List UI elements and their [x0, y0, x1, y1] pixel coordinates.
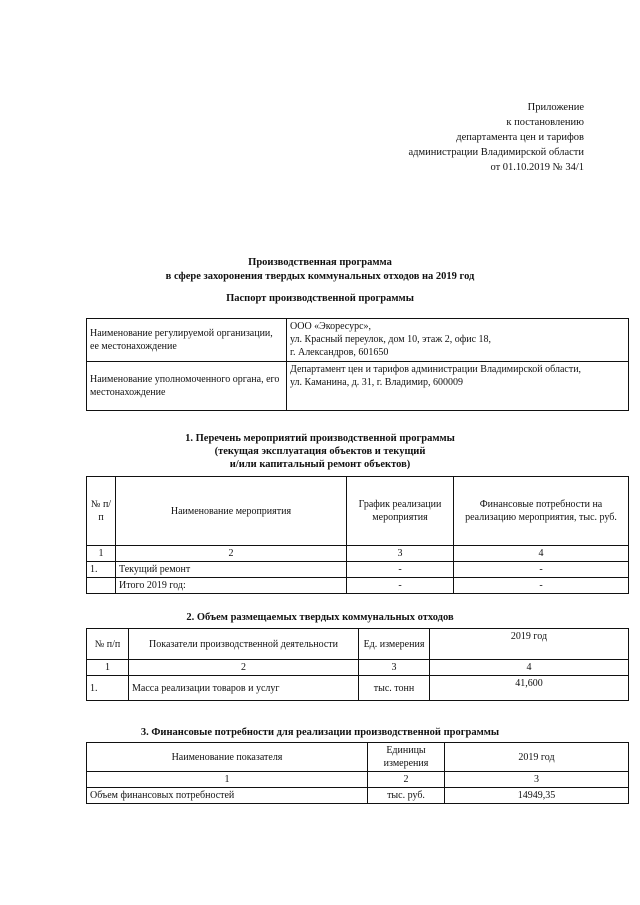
program-title-line2: в сфере захоронения твердых коммунальных отходов на 2019 год	[165, 271, 475, 282]
col-header-name: Наименование показателя	[87, 743, 368, 772]
section2-title: 2. Объем размещаемых твердых коммунальных отходов	[186, 612, 454, 623]
events-table	[86, 476, 629, 594]
appendix-line: к постановлению	[506, 117, 584, 128]
passport-title: Паспорт производственной программы	[226, 293, 414, 304]
col-header-unit: Единицы измерения	[368, 743, 445, 772]
col-header-schedule: График реализации мероприятия	[347, 477, 454, 546]
total-finance: -	[454, 578, 629, 594]
table-header-row	[87, 477, 629, 546]
indicator-unit: тыс. тонн	[359, 676, 430, 701]
finance-indicator-unit: тыс. руб.	[368, 788, 445, 804]
table-row	[87, 546, 629, 562]
program-title-line1: Производственная программа	[248, 257, 392, 268]
column-number: 2	[116, 546, 347, 562]
column-number: 1	[87, 772, 368, 788]
row-number: 1.	[87, 676, 129, 701]
table-row	[87, 676, 629, 701]
table-row	[87, 362, 629, 411]
appendix-block	[409, 100, 584, 175]
passport-value-line: ООО «Экоресурс»,	[290, 321, 372, 332]
row-number: 1.	[87, 562, 116, 578]
passport-label: Наименование регулируемой организации, ее местонахождение	[87, 319, 287, 362]
table-row	[87, 562, 629, 578]
column-number: 3	[359, 660, 430, 676]
passport-table	[86, 318, 629, 411]
passport-value-line: Департамент цен и тарифов администрации Владимирской области,	[290, 364, 582, 375]
finance-indicator-value: 14949,35	[445, 788, 629, 804]
passport-value-line: ул. Каманина, д. 31, г. Владимир, 600009	[290, 377, 463, 388]
table-row	[87, 660, 629, 676]
column-number: 3	[347, 546, 454, 562]
column-number: 4	[454, 546, 629, 562]
table-row	[87, 319, 629, 362]
appendix-line: администрации Владимирской области	[408, 147, 584, 158]
passport-value-line: г. Александров, 601650	[290, 347, 389, 358]
table-row	[87, 772, 629, 788]
section1-title-line: (текущая эксплуатация объектов и текущий	[214, 446, 426, 457]
appendix-line: Приложение	[527, 102, 584, 113]
empty-cell	[87, 578, 116, 594]
column-number: 2	[368, 772, 445, 788]
finance-indicator-name: Объем финансовых потребностей	[87, 788, 368, 804]
section1-title-line: 1. Перечень мероприятий производственной программы	[185, 433, 455, 444]
column-number: 1	[87, 546, 116, 562]
column-number: 4	[430, 660, 629, 676]
passport-value	[287, 362, 629, 411]
event-finance: -	[454, 562, 629, 578]
passport-value	[287, 319, 629, 362]
col-header-num: № п/п	[87, 629, 129, 660]
col-header-finance: Финансовые потребности на реализацию мероприятия, тыс. руб.	[454, 477, 629, 546]
event-name: Текущий ремонт	[116, 562, 347, 578]
appendix-line: департамента цен и тарифов	[456, 132, 584, 143]
table-header-row	[87, 743, 629, 772]
program-title	[0, 256, 640, 284]
col-header-unit: Ед. измерения	[359, 629, 430, 660]
table-row	[87, 788, 629, 804]
section1-title-line: и/или капитальный ремонт объектов)	[229, 459, 411, 470]
indicator-value: 41,600	[430, 676, 629, 701]
column-number: 2	[129, 660, 359, 676]
total-schedule: -	[347, 578, 454, 594]
appendix-line: от 01.10.2019 № 34/1	[490, 162, 584, 173]
col-header-num: № п/п	[87, 477, 116, 546]
waste-volume-table	[86, 628, 629, 701]
section3-title: 3. Финансовые потребности для реализации производственной программы	[140, 727, 500, 738]
col-header-year: 2019 год	[445, 743, 629, 772]
table-header-row	[87, 629, 629, 660]
total-label: Итого 2019 год:	[116, 578, 347, 594]
table-row	[87, 578, 629, 594]
passport-label: Наименование уполномоченного органа, его местонахождение	[87, 362, 287, 411]
column-number: 1	[87, 660, 129, 676]
section1-title	[0, 432, 640, 471]
event-schedule: -	[347, 562, 454, 578]
col-header-year: 2019 год	[430, 629, 629, 660]
finance-table	[86, 742, 629, 804]
column-number: 3	[445, 772, 629, 788]
col-header-indicator: Показатели производственной деятельности	[129, 629, 359, 660]
col-header-name: Наименование мероприятия	[116, 477, 347, 546]
indicator-name: Масса реализации товаров и услуг	[129, 676, 359, 701]
passport-value-line: ул. Красный переулок, дом 10, этаж 2, офис 18,	[290, 334, 492, 345]
